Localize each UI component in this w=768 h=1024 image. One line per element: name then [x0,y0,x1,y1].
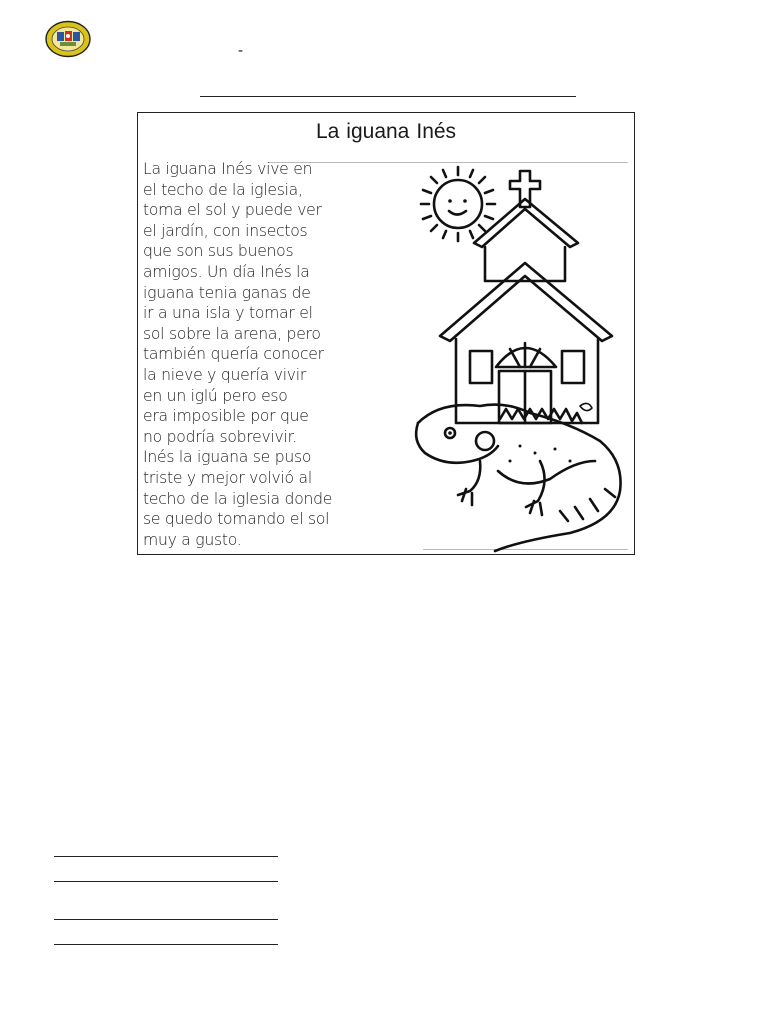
story-line: La iguana Inés vive en [143,160,313,178]
story-title-word: iguana [346,120,410,143]
story-line: ir a una isla y tomar el [143,304,313,323]
story-line: Inés la iguana se puso [143,448,312,467]
story-line: sol sobre la arena, pero [143,324,321,343]
story-line: techo de la iglesia donde [143,489,333,508]
answer-line-4[interactable] [54,944,278,945]
story-line: la nieve y quería vivir [143,365,307,384]
answer-line-1[interactable] [54,856,278,857]
story-text [143,159,411,550]
answer-line-3[interactable] [54,919,278,920]
story-line: el jardín, con insectos [143,221,308,240]
story-card [137,112,635,555]
story-line: amigos. Un día Inés la [143,262,310,281]
story-line: también quería conocer [143,345,324,364]
story-line: no podría sobrevivir. [143,427,298,446]
story-line: triste y mejor volvió al [143,468,312,487]
title-underline [200,96,576,97]
story-title-word: La [315,120,340,143]
answer-line-2[interactable] [54,881,278,882]
story-line: se quedo tomando el sol [143,510,330,529]
story-line: en un iglú pero eso [143,386,288,405]
story-illustration [410,161,634,553]
sun-icon [421,167,495,241]
story-line: muy a gusto. [143,530,242,549]
school-logo [45,20,91,58]
story-line: toma el sol y puede ver [143,201,322,220]
story-title-word: Inés [416,120,457,143]
iguana-icon [416,403,620,551]
story-line: era imposible por que [143,407,309,426]
story-line: el techo de la iglesia, [143,180,303,199]
story-line: que son sus buenos [143,242,294,261]
header-dash: - [238,43,244,59]
church-icon [440,171,612,423]
story-title [138,120,634,144]
story-line: iguana tenia ganas de [143,283,311,302]
